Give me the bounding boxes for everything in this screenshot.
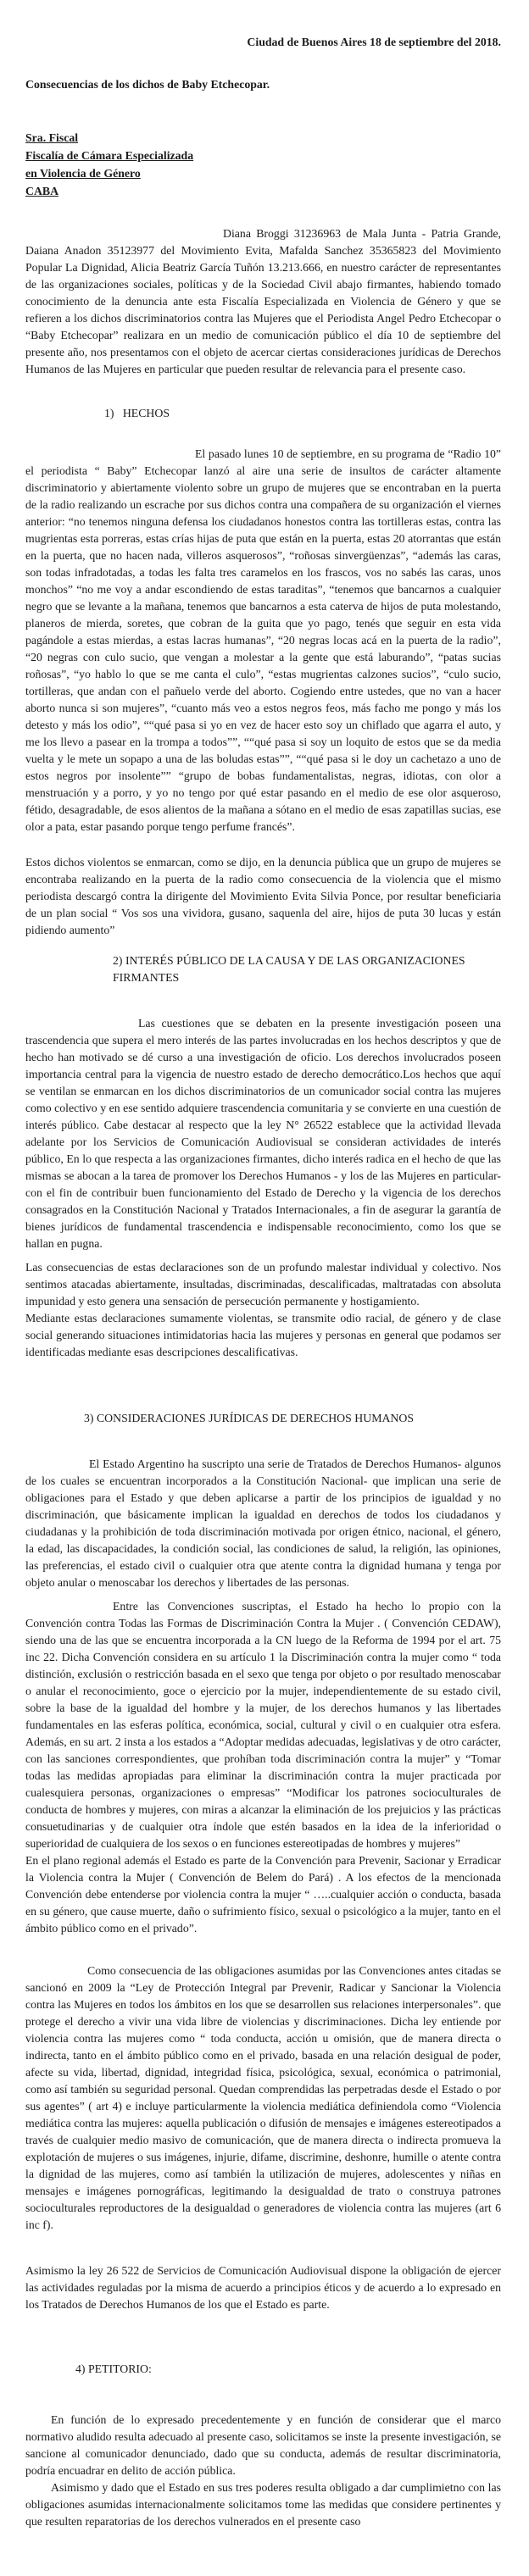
body-paragraph: Asimismo y dado que el Estado en sus tres poderes resulta obligado a dar cumplimietno con las obligaciones asumidas internacionalmente solicitamos tome las medidas que considere pertinentes y que resulten reparatorias de los derechos vulnerados en el presente caso [25, 2481, 501, 2528]
section-heading: 3) CONSIDERACIONES JURÍDICAS DE DERECHOS HUMANOS [84, 1412, 415, 1424]
addressee-line: Sra. Fiscal [25, 131, 79, 144]
addressee-line: Fiscalía de Cámara Especializada [25, 149, 194, 162]
body-paragraph: En el plano regional además el Estado es parte de la Convención para Prevenir, Sacionar y Erradicar la Violencia contra la Mujer ( Convención de Belem do Pará) . A los efectos de la mencionada Convención debe entenderse por violencia contra la mujer “ …..cualquier acción o conducta, basada en su género, que cause muerte, daño o sufrimiento físico, sexual o psicológico a la mujer, tanto en el ámbito público como en el privado”. [25, 1854, 501, 1935]
body-paragraph: Asimismo la ley 26 522 de Servicios de Comunicación Audiovisual dispone la obligación de ejercer las actividades reguladas por la misma de acuerdo a principios éticos y de acuerdo a lo expresado en los Tratados de Derechos Humanos de los que el Estado es parte. [25, 2264, 501, 2311]
addressee-line: CABA [25, 185, 59, 197]
section-heading: 1) HECHOS [104, 407, 170, 419]
body-paragraph: Entre las Convenciones suscriptas, el Estado ha hecho lo propio con la Convención contra Todas las Formas de Discriminación Contra la Mujer . ( Convención CEDAW), siendo una de las que se encuentra incorporada a la CN luego de la Reforma de 1994 por el art. 75 inc 22. Dicha Convención considera en su artículo 1 la Discriminación contra la mujer como “ toda distinción, exclusión o restricción basada en el sexo que tenga por objeto o por resultado menoscabar o anular el reconocimiento, goce o ejercicio por la mujer, independientemente de su estado civil, sobre la base de la igualdad del hombre y la mujer, de los derechos humanos y las libertades fundamentales en las esferas política, económica, social, cultural y civil o en cualquier otra esfera. Además, en su art. 2 insta a los estados a “Adoptar medidas adecuadas, legislativas y de otro carácter, con las sanciones correspondientes, que prohíban toda discriminación contra la mujer” y “Tomar todas las medidas apropiadas para eliminar la discriminación contra la mujer practicada por cualesquiera personas, organizaciones o empresas” “Modificar los patrones socioculturales de conducta de hombres y mujeres, con miras a alcanzar la eliminación de los prejuicios y las prácticas consuetudinarias y de cualquier otra índole que estén basados en la idea de la inferioridad o superioridad de cualquiera de los sexos o en funciones estereotipadas de hombres y mujeres” [25, 1600, 501, 1850]
body-paragraph: Como consecuencia de las obligaciones asumidas por las Convenciones antes citadas se sancionó en 2009 la “Ley de Protección Integral par Prevenir, Radicar y Sancionar la Violencia contra las Mujeres en todos los ámbitos en los que se desarrollen sus relaciones interpersonales”. que protege el derecho a vivir una vida libre de violencias y discriminaciones. Dicha ley entiende por violencia contra las mujeres como “ toda conducta, acción u omisión, que de manera directa o indirecta, tanto en el ámbito público como en el privado, basada en una relación desigual de poder, afecte su vida, libertad, dignidad, integridad física, psicológica, sexual, económica o patrimonial, como así también su seguridad personal. Quedan comprendidas las perpetradas desde el Estado o por sus agentes” ( art 4) e incluye particularmente la violencia mediática definiendola como “Violencia mediática contra las mujeres: aquella publicación o difusión de mensajes e imágenes estereotipados a través de cualquier medio masivo de comunicación, que de manera directa o indirecta promueva la explotación de mujeres o sus imágenes, injurie, difame, discrimine, deshonre, humille o atente contra la dignidad de las mujeres, como así también la utilización de mujeres, adolescentes y niñas en mensajes e imágenes pornográficas, legitimando la desigualdad de trato o construya patrones socioculturales reproductores de la desigualdad o generadores de violencia contra las mujeres (art 6 inc f). [25, 1964, 501, 2231]
body-paragraph: Estos dichos violentos se enmarcan, como se dijo, en la denuncia pública que un grupo de mujeres se encontraba realizando en la puerta de la radio como consecuencia de la violencia que el mismo periodista descargó contra la dirigente del Movimiento Evita Silvia Ponce, por resultar beneficiaria de un plan social “ Vos sos una vividora, gusano, saquenla del aire, hijos de puta 30 lucas y están pidiendo aumento” [25, 856, 501, 936]
body-paragraph: El pasado lunes 10 de septiembre, en su programa de “Radio 10” el periodista “ Baby” Etchecopar lanzó al aire una serie de insultos de carácter altamente discriminatorio y abiertamente violento sobre un grupo de mujeres que se encontraban en la puerta de la radio realizando un escrache por sus dichos contra una compañera de su organización el viernes anterior: “no tenemos ninguna defensa los ciudadanos honestos contra las tortilleras estas, contra las mugrientas esta porreras, estas crías hijas de puta que están en la puerta, estas 20 atorrantas que están en la puerta, que no hacen nada, villeros asquerosos”, “roñosas sinvergüenzas”, “además las caras, son todas infradotadas, a todas les falta tres caramelos en los frascos, vos no sabés las caras, unos monchos” “no me voy a andar escondiendo de estas taraditas”, “tenemos que bancarnos a cualquier negro que se levante a la mañana, tenemos que bancarnos a esta caterva de hijos de puta molestando, planeros de mierda, soretes, que cobran de la guita que yo pago, tenés que seguir en esta vida pagándole a estas mierdas, a estas lacras humanas”, “20 negras locas acá en la puerta de la radio”, “20 negras con culo sucio, que vengan a molestar a la gente que está laburando”, “patas sucias roñosas”, “yo hablo lo que se me canta el culo”, “estas mugrientas calzones sucios”, “culo sucio, tortilleras, que andan con el pañuelo verde del aborto. Cogiendo entre ustedes, que no van a hacer aborto nunca si son mujeres”, “cuanto más veo a estos negros feos, más facho me pongo y más los detesto y más los odio”, ““qué pasa si yo en vez de hacer esto soy un chiflado que agarra el auto, y me los llevo a pasear en la trompa a todos””, ““qué pasa si soy un loquito de estos que se da media vuelta y le mete un sopapo a una de las boludas estas””, ““qué pasa si le doy un cachetazo a uno de estos negros por insolente”” “grupo de bobas fundamentalistas, negras, idiotas, con olor a menstruación y a porro, y yo no tengo por qué estar pasando en el medio de ese olor asqueroso, fétido, desagradable, de esos alientos de la mañana a sótano en el medio de esas zapatillas sucias, ese olor a pata, estar pasando porque tengo perfume francés”. [25, 447, 501, 833]
subject-line: Consecuencias de los dichos de Baby Etchecopar. [25, 78, 270, 91]
body-paragraph: El Estado Argentino ha suscripto una serie de Tratados de Derechos Humanos- algunos de los cuales se encuentran incorporados a la Constitución Nacional- que implican una serie de obligaciones para el Estado y que deben aplicarse a partir de los principios de igualdad y no discriminación, que básicamente implican la igualdad en derechos de todos los ciudadanos y ciudadanas y la prohibición de toda discriminación motivada por origen étnico, nacional, el género, la edad, las discapacidades, la condición social, las condiciones de salud, la religión, las opiniones, las preferencias, el estado civil o cualquier otra que atente contra la dignidad humana y tenga por objeto anular o menoscabar los derechos y libertades de las personas. [25, 1457, 501, 1589]
document-body [25, 34, 501, 2530]
body-paragraph: Las cuestiones que se debaten en la presente investigación poseen una trascendencia que supera el mero interés de las partes involucradas en los hechos descriptos y que de hecho han motivado se dé curso a una investigación de oficio. Los derechos involucrados poseen importancia central para la vigencia de nuestro estado de derecho democrático.Los hechos que aquí se ventilan se enmarcan en los dichos discriminatorios de un comunicador social contra las mujeres como colectivo y en ese sentido adquiere trascendencia comunitaria y se convierte en una cuestión de interés público. Cabe destacar al respecto que la ley N° 26522 establece que la actividad llevada adelante por los Servicios de Comunicación Audiovisual se consideran actividades de interés público, En lo que respecta a las organizaciones firmantes, dicho interés radica en el hecho de que las mismas se abocan a la tarea de promover los Derechos Humanos - y los de las Mujeres en particular- con el fin de contribuir buen funcionamiento del Estado de Derecho y la vigencia de los derechos consagrados en la Constitución Nacional y Tratados Internacionales, a fin de asegurar la garantía de bienes jurídicos de fundamental trascendencia e indispensable reconocimiento, como los que se hallan en pugna. [25, 1017, 501, 1250]
body-paragraph: Las consecuencias de estas declaraciones son de un profundo malestar individual y colectivo. Nos sentimos atacadas abiertamente, insultadas, discriminadas, descalificadas, maltratadas con absoluta impunidad y esto genera una sensación de persecución permanente y hostigamiento. [25, 1261, 501, 1307]
body-paragraph: Mediante estas declaraciones sumamente violentas, se transmite odio racial, de género y de clase social generando situaciones intimidatorias hacia las mujeres y personas en general que podamos ser identificadas mediante esas descripciones descalificativas. [25, 1312, 501, 1358]
section-heading: 4) PETITORIO: [75, 2362, 152, 2375]
date-line: Ciudad de Buenos Aires 18 de septiembre del 2018. [247, 36, 501, 48]
body-paragraph: En función de lo expresado precedentemente y en función de considerar que el marco normativo aludido resulta adecuado al presente caso, solicitamos se inste la presente investigación, se sancione al comunicador denunciado, dado que su conducta, además de resultar discriminatoria, podría encuadrar en delito de acción pública. [25, 2413, 501, 2477]
section-heading: 2) INTERÉS PÚBLICO DE LA CAUSA Y DE LAS ORGANIZACIONES FIRMANTES [113, 954, 469, 984]
body-paragraph: Diana Broggi 31236963 de Mala Junta - Patria Grande, Daiana Anadon 35123977 del Movimiento Evita, Mafalda Sanchez 35365823 del Movimiento Popular La Dignidad, Alicia Beatriz García Tuñón 13.213.666, en nuestro carácter de representantes de las organizaciones sociales, políticas y de la Sociedad Civil abajo firmantes, habiendo tomado conocimiento de la denuncia ante esta Fiscalía Especializada en Violencia de Género y que se refieren a los dichos discriminatorios contra las Mujeres que el Periodista Angel Pedro Etchecopar o “Baby Etchecopar” realizara en un medio de comunicación público el día 10 de septiembre del presente año, nos presentamos con el objeto de acercar ciertas consideraciones jurídicas de Derechos Humanos de las Mujeres en particular que pueden resultar de relevancia para el presente caso. [25, 227, 501, 375]
addressee-line: en Violencia de Género [25, 167, 141, 180]
